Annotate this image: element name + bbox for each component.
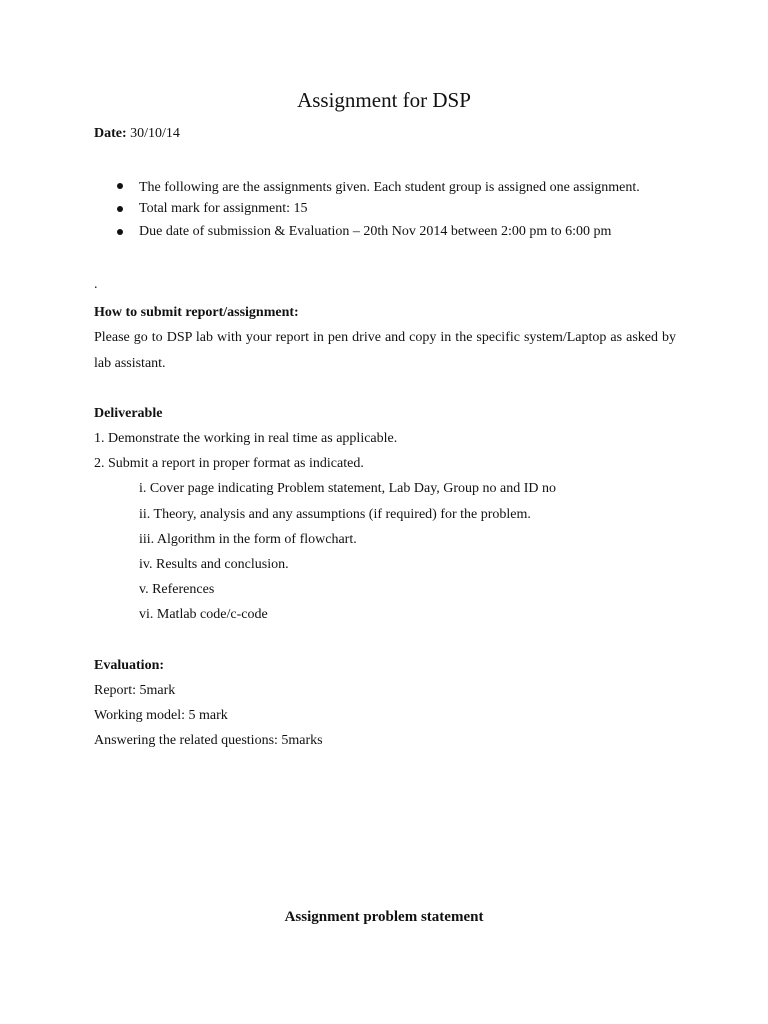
deliverable-section [94,401,676,628]
deliverable-item: 1. Demonstrate the working in real time as applicable. [94,431,398,446]
evaluation-item: Report: 5mark [94,683,176,698]
deliverable-heading: Deliverable [94,406,163,421]
info-bullet-list [139,175,675,241]
date-label: Date: [94,126,127,141]
evaluation-item: Working model: 5 mark [94,708,228,724]
bullet-item: The following are the assignments given. Each student group is assigned one assignment. [139,175,675,200]
bullet-item: Due date of submission & Evaluation – 20th Nov 2014 between 2:00 pm to 6:00 pm [139,223,675,241]
deliverable-sub-item: v. References [139,582,215,598]
stray-dot: . [94,277,98,292]
deliverable-sub-item: ii. Theory, analysis and any assumptions (if required) for the problem. [139,506,531,522]
bullet-item: Total mark for assignment: 15 [139,200,675,218]
deliverable-sub-item: iii. Algorithm in the form of flowchart. [139,531,357,547]
deliverable-sub-item: iv. Results and conclusion. [139,557,289,573]
submit-section [94,300,676,376]
evaluation-item: Answering the related questions: 5marks [94,733,323,749]
deliverable-item: 2. Submit a report in proper format as indicated. [94,456,364,472]
document-title: Assignment for DSP [297,88,471,112]
submit-text: Please go to DSP lab with your report in pen drive and copy in the specific system/Laptop as asked by lab assistant. [94,330,676,371]
section-title: Assignment problem statement [284,909,484,925]
deliverable-sub-item: vi. Matlab code/c-code [139,607,268,623]
evaluation-heading: Evaluation: [94,658,165,673]
evaluation-section [94,653,676,754]
deliverable-sub-item: i. Cover page indicating Problem statement, Lab Day, Group no and ID no [139,481,557,497]
date-line [94,124,180,144]
date-value: 30/10/14 [130,126,180,141]
submit-heading: How to submit report/assignment: [94,305,299,320]
